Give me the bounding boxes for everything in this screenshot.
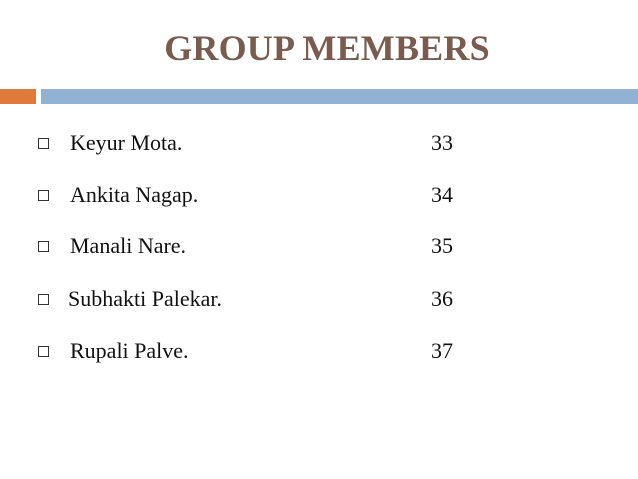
member-number: 37 bbox=[431, 338, 453, 363]
square-bullet-icon bbox=[38, 294, 49, 305]
member-row bbox=[38, 283, 478, 323]
member-row bbox=[38, 335, 478, 375]
member-number: 36 bbox=[431, 286, 453, 311]
square-bullet-icon bbox=[38, 138, 49, 149]
square-bullet-icon bbox=[38, 190, 49, 201]
member-name: Ankita Nagap. bbox=[70, 182, 199, 207]
member-row bbox=[38, 179, 478, 219]
member-name: Subhakti Palekar. bbox=[68, 286, 222, 311]
square-bullet-icon bbox=[38, 241, 49, 252]
member-number: 33 bbox=[431, 130, 453, 155]
square-bullet-icon bbox=[38, 346, 49, 357]
member-number: 34 bbox=[431, 182, 453, 207]
member-row bbox=[38, 127, 478, 167]
member-number: 35 bbox=[431, 233, 453, 258]
member-name: Keyur Mota. bbox=[70, 130, 183, 155]
member-name: Rupali Palve. bbox=[70, 338, 189, 363]
member-name: Manali Nare. bbox=[70, 233, 187, 258]
slide-title: GROUP MEMBERS bbox=[164, 28, 490, 68]
member-row bbox=[38, 230, 478, 270]
